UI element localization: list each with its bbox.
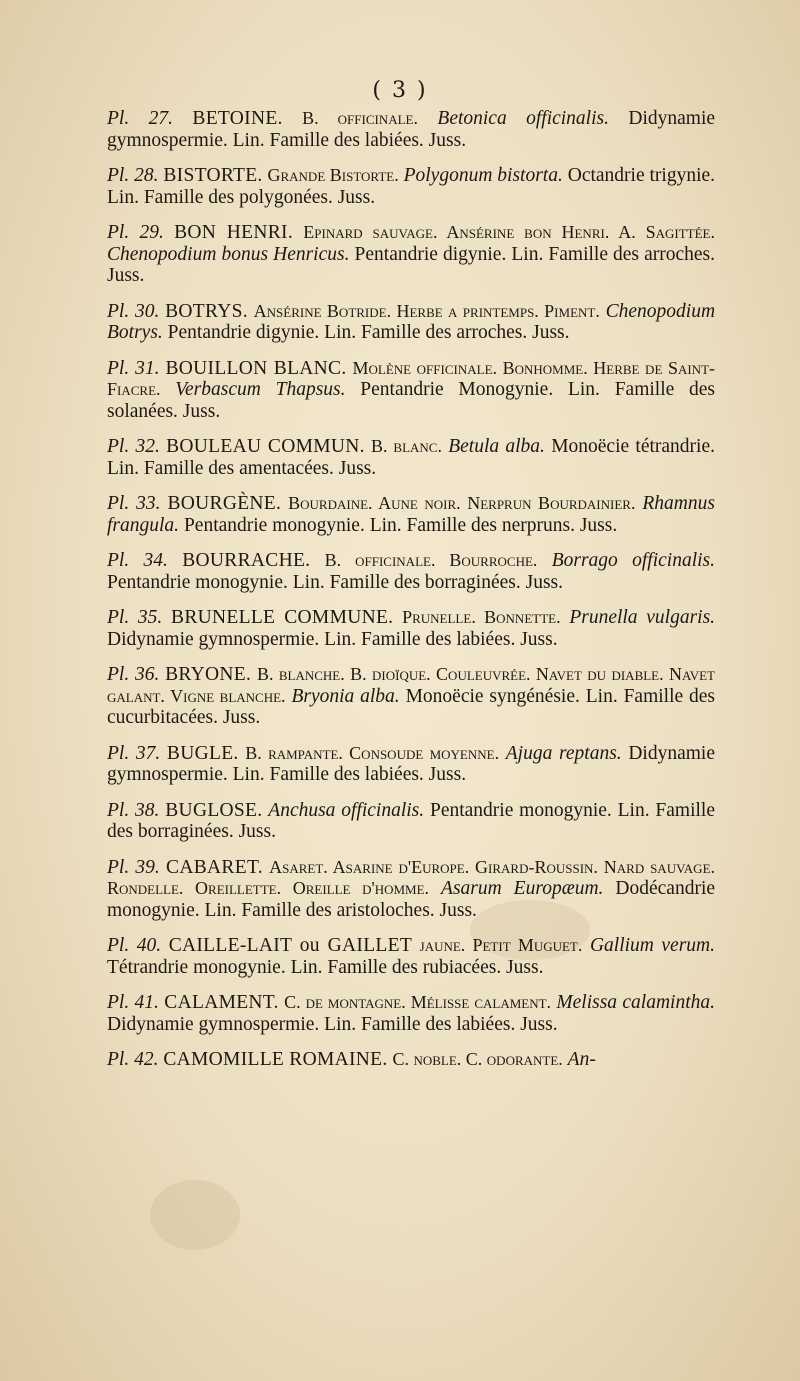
list-item: Pl. 39. CABARET. Asaret. Asarine d'Europe. Girard-Roussin. Nard sauvage. Rondelle. Oreillette. Oreille d'homme. Asarum Europæum. Dodécandrie monogynie. Lin. Famille des aristoloches. Juss. [107, 856, 716, 921]
list-item: Pl. 29. BON HENRI. Epinard sauvage. Ansérine bon Henri. A. Sagittée. Chenopodium bonus Henricus. Pentandrie digynie. Lin. Famille des arroches. Juss. [107, 222, 715, 286]
page-number: ( 3 ) [372, 78, 428, 103]
list-item: Pl. 31. BOUILLON BLANC. Molène officinale. Bonhomme. Herbe de Saint-Fiacre. Verbascum Thapsus. Pentandrie Monogynie. Lin. Famille des solanées. Juss. [107, 357, 716, 422]
list-item: Pl. 27. BETOINE. B. officinale. Betonica officinalis. Didynamie gymnospermie. Lin. Famille des labiées. Juss. [107, 108, 716, 151]
entry-list [107, 108, 715, 1085]
list-item: Pl. 38. BUGLOSE. Anchusa officinalis. Pentandrie monogynie. Lin. Famille des borraginées. Juss. [107, 799, 715, 842]
list-item: Pl. 40. CAILLE-LAIT ou GAILLET jaune. Petit Muguet. Gallium verum. Tétrandrie monogynie. Lin. Famille des rubiacées. Juss. [107, 935, 716, 978]
list-item: Pl. 42. CAMOMILLE ROMAINE. C. noble. C. odorante. An- [107, 1049, 596, 1070]
list-item: Pl. 30. BOTRYS. Ansérine Botride. Herbe a printemps. Piment. Chenopodium Botrys. Pentandrie digynie. Lin. Famille des arroches. Juss. [107, 300, 716, 343]
list-item: Pl. 41. CALAMENT. C. de montagne. Mélisse calament. Melissa calamintha. Didynamie gymnospermie. Lin. Famille des labiées. Juss. [107, 992, 716, 1035]
paper-stain [150, 1180, 240, 1250]
list-item: Pl. 34. BOURRACHE. B. officinale. Bourroche. Borrago officinalis. Pentandrie monogynie. Lin. Famille des borraginées. Juss. [107, 550, 715, 593]
list-item: Pl. 28. BISTORTE. Grande Bistorte. Polygonum bistorta. Octandrie trigynie. Lin. Famille des polygonées. Juss. [107, 165, 716, 208]
list-item: Pl. 35. BRUNELLE COMMUNE. Prunelle. Bonnette. Prunella vulgaris. Didynamie gymnospermie. Lin. Famille des labiées. Juss. [107, 607, 716, 650]
list-item: Pl. 36. BRYONE. B. blanche. B. dioïque. Couleuvrée. Navet du diable. Navet galant. Vigne blanche. Bryonia alba. Monoëcie syngénésie. Lin. Famille des cucurbitacées. Juss. [107, 664, 716, 728]
list-item: Pl. 33. BOURGÈNE. Bourdaine. Aune noir. Nerprun Bourdainier. Rhamnus frangula. Pentandrie monogynie. Lin. Famille des nerpruns. Juss. [107, 493, 715, 536]
list-item: Pl. 32. BOULEAU COMMUN. B. blanc. Betula alba. Monoëcie tétrandrie. Lin. Famille des amentacées. Juss. [107, 436, 715, 479]
list-item: Pl. 37. BUGLE. B. rampante. Consoude moyenne. Ajuga reptans. Didynamie gymnospermie. Lin. Famille des labiées. Juss. [107, 742, 715, 785]
